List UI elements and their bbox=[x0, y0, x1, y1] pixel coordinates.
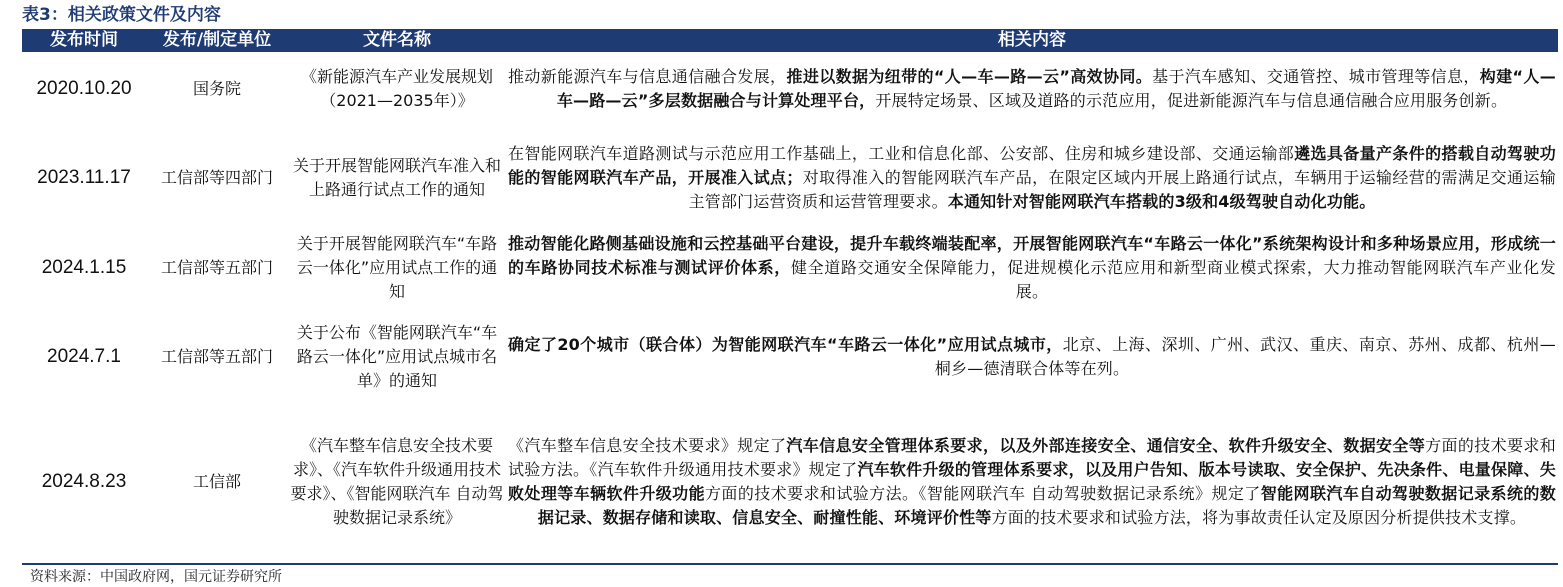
content-cell bbox=[506, 408, 1558, 555]
source-note: 资料来源：中国政府网，国元证券研究所 bbox=[30, 569, 282, 585]
table-title: 表3：相关政策文件及内容 bbox=[22, 5, 221, 25]
table-row bbox=[22, 52, 1558, 126]
content-run: 健全道路交通安全保障能力，促进规模化示范应用和新型商业模式探索，大力推动智能网联汽车产业化发展。 bbox=[790, 257, 1557, 301]
table-row bbox=[22, 408, 1558, 555]
content-run: 北京、上海、深圳、广州、武汉、重庆、南京、苏州、成都、杭州—桐乡—德清联合体等在列。 bbox=[934, 334, 1556, 378]
content-bold-run: 遴选具备量产条件的搭载自动驾驶功能的智能网联汽车产品，开展准入试点； bbox=[508, 144, 1556, 187]
content-run: 《汽车整车信息安全技术要求》规定了 bbox=[508, 435, 787, 455]
content-run: 方面的技术要求和试验方法。《汽车软件升级通用技术要求》规定了 bbox=[508, 435, 1556, 479]
table-header-row bbox=[22, 29, 1558, 52]
unit-cell: 工信部等四部门 bbox=[160, 168, 273, 187]
date-cell: 2024.7.1 bbox=[47, 345, 121, 367]
doc-cell: 关于开展智能网联汽车“车路云一体化”应用试点工作的通知 bbox=[296, 233, 498, 301]
content-bold-run: 推动智能化路侧基础设施和云控基础平台建设，提升车载终端装配率，开展智能网联汽车“车路云一体化”系统架构设计和多种场景应用，形成统一的车路协同技术标准与测试评价体系， bbox=[508, 233, 1556, 277]
content-run: 基于汽车感知、交通管控、城市管理等信息， bbox=[1152, 67, 1480, 86]
content-run: 开展特定场景、区域及道路的示范应用，促进新能源汽车与信息通信融合应用服务创新。 bbox=[875, 91, 1508, 110]
content-run: 方面的技术要求和试验方法。《智能网联汽车 自动驾驶数据记录系统》规定了 bbox=[705, 483, 1261, 503]
doc-cell: 《汽车整车信息安全技术要求》、《汽车软件升级通用技术要求》、《智能网联汽车 自动驾驶数据记录系统》 bbox=[290, 435, 504, 527]
date-cell: 2024.1.15 bbox=[41, 256, 127, 278]
header-doc: 文件名称 bbox=[288, 29, 506, 52]
content-bold-run: 确定了20个城市（联合体）为智能网联汽车“车路云一体化”应用试点城市， bbox=[508, 334, 1063, 354]
date-cell: 2024.8.23 bbox=[41, 470, 127, 492]
content-run: 方面的技术要求和试验方法，将为事故责任认定及原因分析提供技术支撑。 bbox=[991, 507, 1527, 527]
content-run: 推动新能源汽车与信息通信融合发展， bbox=[508, 67, 787, 86]
table-row bbox=[22, 230, 1558, 305]
content-run: 在智能网联汽车道路测试与示范应用工作基础上，工业和信息化部、公安部、住房和城乡建设部、交通运输部 bbox=[508, 144, 1295, 163]
content-bold-run: 构建“人—车—路—云”多层数据融合与计算处理平台， bbox=[556, 67, 1556, 110]
content-cell bbox=[506, 52, 1558, 126]
content-cell bbox=[506, 230, 1558, 305]
unit-cell: 工信部等五部门 bbox=[160, 257, 273, 277]
table-row bbox=[22, 305, 1558, 408]
unit-cell: 国务院 bbox=[192, 79, 241, 98]
date-cell: 2023.11.17 bbox=[37, 167, 131, 188]
content-bold-run: 推进以数据为纽带的“人—车—路—云”高效协同。 bbox=[786, 67, 1153, 86]
content-cell bbox=[506, 126, 1558, 230]
doc-cell: 关于公布《智能网联汽车“车路云一体化”应用试点城市名单》的通知 bbox=[296, 322, 498, 390]
header-content: 相关内容 bbox=[506, 29, 1558, 52]
unit-cell: 工信部等五部门 bbox=[160, 346, 273, 366]
table-row bbox=[22, 126, 1558, 230]
doc-cell: 《新能源汽车产业发展规划（2021—2035年）》 bbox=[300, 67, 493, 110]
date-cell: 2020.10.20 bbox=[36, 78, 132, 99]
content-run: 对取得准入的智能网联汽车产品，在限定区域内开展上路通行试点，车辆用于运输经营的需满足交通运输主管部门运营资质和运营管理要求。 bbox=[688, 168, 1556, 211]
content-bold-run: 汽车软件升级的管理体系要求，以及用户告知、版本号读取、安全保护、先决条件、电量保障、失败处理等车辆软件升级功能 bbox=[508, 459, 1556, 503]
unit-cell: 工信部 bbox=[192, 471, 241, 491]
content-bold-run: 汽车信息安全管理体系要求，以及外部连接安全、通信安全、软件升级安全、数据安全等 bbox=[786, 435, 1426, 455]
policy-table bbox=[22, 29, 1558, 555]
bottom-rule bbox=[22, 563, 1558, 565]
doc-cell: 关于开展智能网联汽车准入和上路通行试点工作的通知 bbox=[292, 156, 501, 199]
content-bold-run: 智能网联汽车自动驾驶数据记录系统的数据记录、数据存储和读取、信息安全、耐撞性能、环境评价性等 bbox=[537, 483, 1556, 527]
content-bold-run: 本通知针对智能网联汽车搭载的3级和4级驾驶自动化功能。 bbox=[947, 192, 1376, 211]
content-cell bbox=[506, 305, 1558, 408]
header-date: 发布时间 bbox=[22, 29, 146, 52]
header-unit: 发布/制定单位 bbox=[146, 29, 288, 52]
